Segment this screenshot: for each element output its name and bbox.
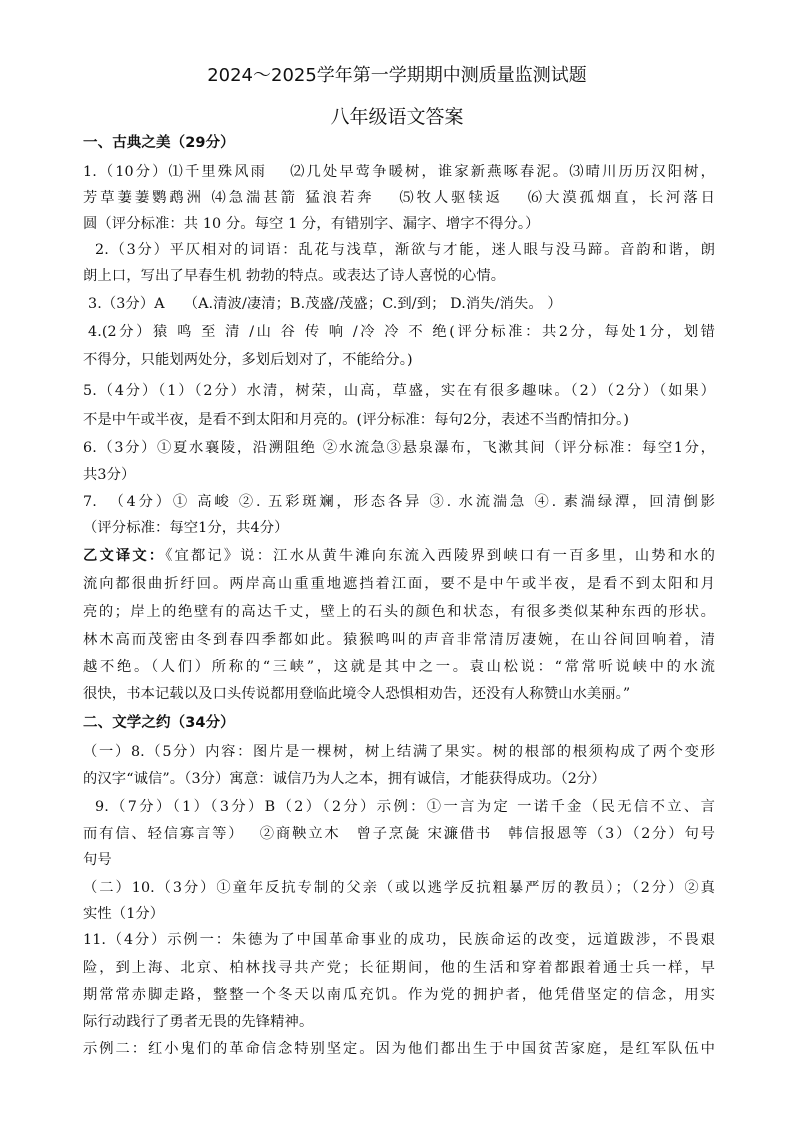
answer-line: 共3分） (83, 467, 136, 483)
section-heading-classical: 一、古典之美（29分） (83, 135, 235, 151)
section-heading-literature: 二、文学之约（34分） (83, 715, 235, 731)
answer-line: 6.（3分）①夏水襄陵，沿溯阻绝 ②水流急③悬泉瀑布，飞漱其间（评分标准：每空1分， (83, 440, 715, 456)
answer-line: 而有信、轻信寡言等） ②商鞅立木 曾子烹彘 宋濂借书 韩信报恩等（3）（2分）句号 (83, 826, 715, 842)
document-title: 2024～2025学年第一学期期中测质量监测试题 (207, 65, 587, 86)
answer-line: 实性（1分） (83, 906, 165, 922)
answer-line: 5.（4分）（1）（2分）水清，树荣，山高，草盛，实在有很多趣味。（2）（2分）（如果） (83, 383, 715, 399)
answer-line: 4.(2分）猿 鸣 至 清 /山 谷 传 响 /冷 冷 不 绝(评分标准：共2分，每处1分，划错 (88, 324, 715, 340)
answer-line: 险，到上海、北京、柏林找寻共产党；长征期间，他的生活和穿着都跟着通士兵一样，早 (83, 960, 715, 976)
answer-line: 期常常赤脚走路，整整一个冬天以南瓜充饥。作为党的拥护者，他凭借坚定的信念，用实 (83, 987, 715, 1003)
answer-line: 1.（10分）⑴千里殊风雨 ⑵几处早莺争暖树，谁家新燕啄春泥。⑶晴川历历汉阳树， (83, 164, 715, 180)
answer-line: 的汉字“诚信”。（3分）寓意：诚信乃为人之本，拥有诚信，才能获得成功。（2分） (83, 771, 606, 787)
answer-line: （评分标准：每空1分，共4分） (83, 520, 289, 536)
answer-line: 3.（3分）A （A.清波/凄清；B.茂盛/茂盛；C.到/到； D.消失/消失。 ） (88, 296, 562, 312)
document-subtitle: 八年级语文答案 (330, 106, 464, 128)
answer-line: 不是中午或半夜，是看不到太阳和月亮的。(评分标准：每句2分，表述不当酌情扣分。) (83, 412, 630, 428)
answer-line: 7. （4分）① 高峻 ②. 五彩斑斓，形态各异 ③. 水流湍急 ④. 素湍绿潭，回清倒影 (83, 494, 715, 510)
answer-line: 9.（7分）（1）（3分）B（2）（2分）示例：①一言为定 一诺千金（民无信不立、言 (95, 799, 715, 815)
translation-line: 很快，书本记载以及口头传说都用登临此境令人恐惧相劝告，还没有人称赞山水美丽。” (83, 686, 631, 702)
answer-line: 句号 (83, 852, 112, 868)
translation-line: 越不绝。（人们）所称的“三峡”，这就是其中之一。袁山松说：“常常听说峡中的水流 (83, 659, 715, 675)
answer-line: 不得分，只能划两处分，多划后划对了，不能给分。) (83, 352, 413, 368)
answer-line: 圆（评分标准：共 10 分。每空 1 分，有错别字、漏字、增字不得分。） (83, 216, 540, 232)
translation-line: 流向都很曲折纡回。两岸高山重重地遮挡着江面，要不是中午或半夜，是看不到太阳和月 (83, 576, 715, 592)
answer-line: 朗上口，写出了早春生机 勃勃的特点。或表达了诗人喜悦的心情。 (83, 268, 506, 284)
translation-line: 林木高而茂密由冬到春四季都如此。猿猴鸣叫的声音非常清厉凄婉，在山谷间回响着，清 (83, 632, 715, 648)
translation-line: 亮的；岸上的绝壁有的高达千丈，壁上的石头的颜色和状态，有很多类似某种东西的形状。 (83, 604, 715, 620)
translation-label: 乙文译文： (83, 548, 166, 564)
answer-line: 示例二：红小鬼们的革命信念特别坚定。因为他们都出生于中国贫苦家庭，是红军队伍中 (83, 1041, 715, 1057)
translation-line (83, 546, 715, 566)
answer-line: （二）10.（3分）①童年反抗专制的父亲（或以逃学反抗粗暴严厉的教员）；（2分）②真 (83, 880, 715, 896)
translation-text: 《宜都记》说：江水从黄牛滩向东流入西陵界到峡口有一百多里，山势和水的 (165, 548, 716, 564)
answer-line: （一）8.（5分）内容：图片是一棵树，树上结满了果实。树的根部的根须构成了两个变形 (83, 744, 715, 760)
answer-line: 际行动践行了勇者无畏的先锋精神。 (83, 1014, 314, 1030)
answer-line: 11.（4分）示例一：朱德为了中国革命事业的成功，民族命运的改变，远道跋涉，不畏艰 (83, 932, 715, 948)
answer-line: 芳草萋萋鹦鹉洲 ⑷急湍甚箭 猛浪若奔 ⑸牧人驱犊返 ⑹大漠孤烟直，长河落日 (83, 190, 715, 206)
answer-line: 2.（3分）平仄相对的词语：乱花与浅草，渐欲与才能，迷人眼与没马蹄。音韵和谐，朗 (95, 242, 715, 258)
